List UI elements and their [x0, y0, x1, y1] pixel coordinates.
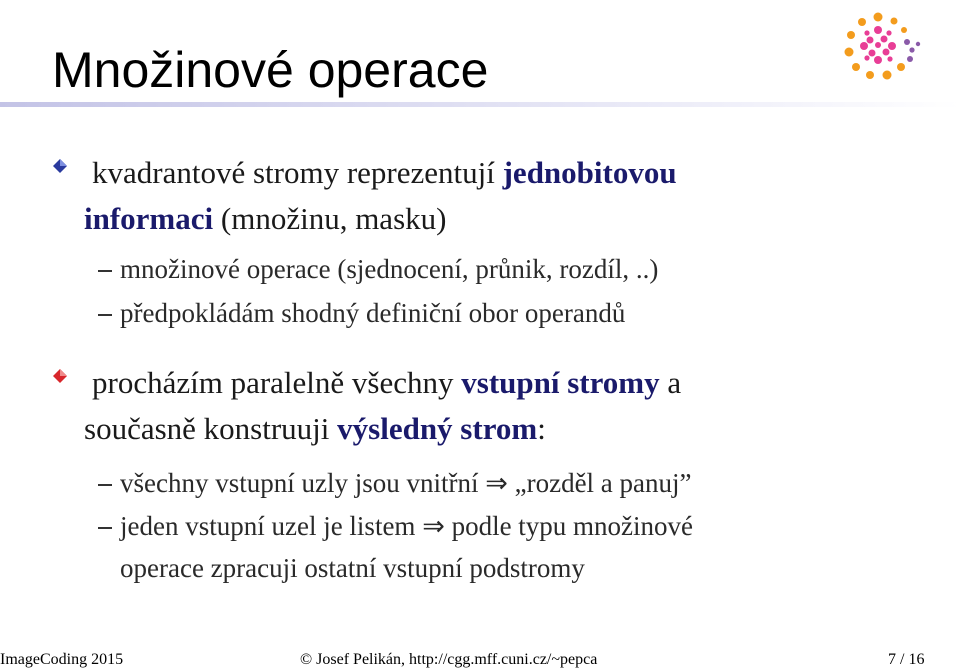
page-current: 7: [888, 651, 896, 668]
implies-arrow-icon: ⇒: [422, 511, 445, 541]
bullet-1-line2-rest: (množinu, masku): [213, 201, 447, 236]
bullet-2-pre: procházím paralelně všechny: [92, 365, 462, 400]
title-underline: [0, 102, 960, 107]
bullet-1-text: [84, 150, 924, 242]
dash-marker: [98, 527, 112, 529]
footer-author: © Josef Pelikán, http://cgg.mff.cuni.cz/~pepca: [300, 651, 598, 668]
bullet-2-line2-pre: současně konstruuji: [84, 411, 338, 446]
bullet-1-line2-bold: informaci: [84, 201, 214, 236]
implies-arrow-icon: ⇒: [485, 468, 508, 498]
subitem-2-1-post: „rozděl a panuj”: [507, 468, 692, 498]
bullet-2-line2-bold: výsledný strom: [337, 411, 538, 446]
red-diamond-bullet-icon: [52, 368, 68, 384]
bullet-2-bold: vstupní stromy: [461, 365, 660, 400]
subitem-1-1: množinové operace (sjednocení, průnik, rozdíl, ..): [120, 254, 659, 284]
page-separator: /: [896, 651, 909, 668]
subitem-2-2-pre: jeden vstupní uzel je listem: [120, 511, 423, 541]
subitem-1-2: předpokládám shodný definiční obor operandů: [120, 298, 626, 328]
bullet-2-line2-post: :: [537, 411, 546, 446]
dash-marker: [98, 484, 112, 486]
dash-marker: [98, 270, 112, 272]
subitem-2-2-post: podle typu množinové: [444, 511, 694, 541]
slide-title: Množinové operace: [52, 42, 489, 98]
subitem-2-1-pre: všechny vstupní uzly jsou vnitřní: [120, 468, 486, 498]
subitem-2-2: [120, 505, 900, 589]
bullet-1-bold: jednobitovou: [502, 155, 677, 190]
bullet-2-text: [84, 360, 924, 452]
bullet-2-post: a: [659, 365, 682, 400]
bullet-1-pre: kvadrantové stromy reprezentují: [92, 155, 503, 190]
spiral-dots-logo-icon: [834, 2, 922, 88]
page-total: 16: [908, 651, 925, 668]
footer-page-number: [888, 650, 924, 670]
blue-diamond-bullet-icon: [52, 158, 68, 174]
subitem-2-1: [120, 462, 692, 504]
footer-course: ImageCoding 2015: [0, 651, 124, 668]
subitem-2-2-line2: operace zpracuji ostatní vstupní podstromy: [120, 553, 585, 583]
dash-marker: [98, 314, 112, 316]
